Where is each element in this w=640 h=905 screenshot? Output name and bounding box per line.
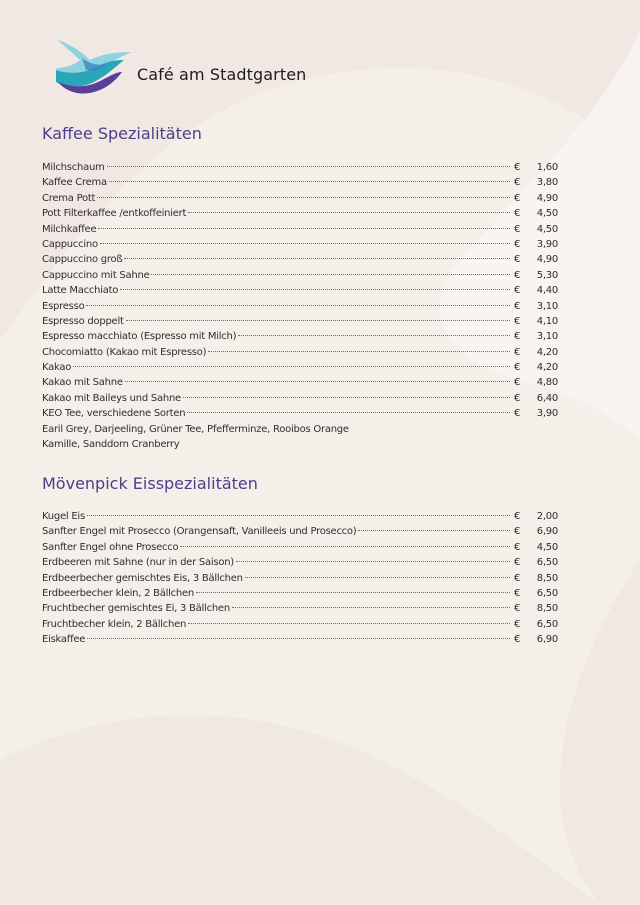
- menu-item-name: Sanfter Engel mit Prosecco (Orangensaft, Vanilleeis und Prosecco): [42, 526, 357, 538]
- menu-item-name: Kakao: [42, 362, 72, 374]
- brand-name: Café am Stadtgarten: [137, 64, 307, 84]
- menu-item-price: 1,60: [536, 162, 558, 173]
- dot-leader: [124, 258, 510, 259]
- bird-logo-icon: [52, 38, 134, 94]
- menu-item: [42, 345, 558, 360]
- menu-item: [42, 283, 558, 298]
- menu-item-price: 4,50: [536, 208, 558, 220]
- dot-leader: [87, 515, 510, 516]
- menu-item-name: Chocomiatto (Kakao mit Espresso): [42, 346, 207, 358]
- menu-item-price: 3,90: [536, 408, 558, 420]
- menu-item-price: 3,10: [536, 300, 558, 312]
- menu-item: [42, 206, 558, 221]
- menu-item-name: Fruchtbecher klein, 2 Bällchen: [42, 618, 187, 630]
- menu-item-currency: €: [513, 408, 521, 420]
- menu-note: Earil Grey, Darjeeling, Grüner Tee, Pfefferminze, Rooibos Orange: [42, 423, 349, 435]
- menu-item: [42, 299, 558, 314]
- menu-item-currency: €: [513, 208, 521, 220]
- menu-item-price: 8,50: [536, 572, 558, 584]
- menu-item: [42, 406, 558, 421]
- dot-leader: [208, 351, 510, 352]
- menu-item-name: Erdbeerbecher klein, 2 Bällchen: [42, 587, 195, 599]
- menu-item: [42, 360, 558, 375]
- menu-item-currency: €: [513, 392, 521, 404]
- menu-item-currency: €: [513, 541, 521, 553]
- dot-leader: [98, 228, 510, 229]
- dot-leader: [126, 320, 510, 321]
- menu-note: Kamille, Sanddorn Cranberry: [42, 439, 180, 451]
- menu-item-name: Espresso: [42, 300, 85, 312]
- menu-item-currency: €: [513, 331, 521, 343]
- dot-leader: [86, 305, 510, 306]
- menu-item: [42, 252, 558, 267]
- menu-item: [42, 329, 558, 344]
- menu-item-price: 4,50: [536, 223, 558, 235]
- menu-item-currency: €: [513, 511, 521, 522]
- menu-item-price: 3,80: [536, 177, 558, 189]
- dot-leader: [245, 577, 510, 578]
- menu-item-currency: €: [513, 572, 521, 584]
- menu-item-price: 4,90: [536, 254, 558, 266]
- dot-leader: [183, 397, 510, 398]
- menu-item-price: 6,50: [536, 557, 558, 569]
- menu-item: [42, 160, 558, 175]
- menu-item: [42, 268, 558, 283]
- dot-leader: [232, 607, 510, 608]
- menu-item-currency: €: [513, 362, 521, 374]
- menu-item: [42, 555, 558, 570]
- menu-item-name: Latte Macchiato: [42, 285, 119, 297]
- dot-leader: [125, 381, 510, 382]
- menu-item: [42, 314, 558, 329]
- menu-item-price: 3,90: [536, 238, 558, 250]
- menu-item-price: 4,50: [536, 541, 558, 553]
- menu-item-price: 4,80: [536, 377, 558, 389]
- menu-item: [42, 191, 558, 206]
- menu-item: [42, 571, 558, 586]
- dot-leader: [196, 592, 510, 593]
- menu-item-price: 6,90: [536, 526, 558, 538]
- dot-leader: [180, 546, 510, 547]
- menu-item-name: Crema Pott: [42, 192, 96, 204]
- menu-item-currency: €: [513, 285, 521, 297]
- dot-leader: [87, 638, 510, 639]
- menu-item-price: 2,00: [536, 511, 558, 522]
- menu-item-currency: €: [513, 377, 521, 389]
- dot-leader: [100, 243, 510, 244]
- menu-item-name: Kaffee Crema: [42, 177, 107, 189]
- menu-list-icecream: [42, 509, 558, 648]
- menu-item-currency: €: [513, 238, 521, 250]
- menu-item-currency: €: [513, 269, 521, 281]
- menu-item-name: Cappuccino groß: [42, 254, 123, 266]
- menu-item: [42, 391, 558, 406]
- menu-item-price: 4,20: [536, 362, 558, 374]
- menu-item-price: 3,10: [536, 331, 558, 343]
- menu-item-price: 4,20: [536, 346, 558, 358]
- menu-item-name: Eiskaffee: [42, 634, 86, 646]
- menu-item-name: Kugel Eis: [42, 511, 85, 522]
- section-title-coffee: Kaffee Spezialitäten: [42, 124, 202, 143]
- menu-item-name: Sanfter Engel ohne Prosecco: [42, 541, 179, 553]
- menu-item-currency: €: [513, 254, 521, 266]
- menu-item-name: Fruchtbecher gemischtes Ei, 3 Bällchen: [42, 603, 230, 615]
- menu-item: [42, 617, 558, 632]
- dot-leader: [151, 274, 510, 275]
- menu-item-name: Milchkaffee: [42, 223, 97, 235]
- menu-item-name: Kakao mit Sahne: [42, 377, 123, 389]
- menu-item-currency: €: [513, 618, 521, 630]
- dot-leader: [188, 623, 510, 624]
- dot-leader: [238, 335, 510, 336]
- menu-item-currency: €: [513, 192, 521, 204]
- menu-item-price: 4,90: [536, 192, 558, 204]
- menu-item-currency: €: [513, 346, 521, 358]
- menu-item-price: 6,50: [536, 618, 558, 630]
- menu-item-currency: €: [513, 223, 521, 235]
- menu-item-name: Espresso macchiato (Espresso mit Milch): [42, 331, 237, 343]
- menu-item-price: 4,40: [536, 285, 558, 297]
- header: [52, 38, 306, 94]
- menu-item: [42, 375, 558, 390]
- menu-item-name: Cappuccino mit Sahne: [42, 269, 150, 281]
- menu-item-price: 4,10: [536, 315, 558, 327]
- menu-item-name: Cappuccino: [42, 238, 98, 250]
- menu-item-name: Erdbeeren mit Sahne (nur in der Saison): [42, 557, 234, 569]
- dot-leader: [97, 197, 510, 198]
- menu-item: [42, 632, 558, 647]
- menu-item: [42, 237, 558, 252]
- dot-leader: [109, 181, 510, 182]
- menu-item-currency: €: [513, 634, 521, 646]
- dot-leader: [187, 412, 510, 413]
- menu-item-currency: €: [513, 162, 521, 173]
- menu-item: [42, 524, 558, 539]
- menu-item-price: 6,50: [536, 587, 558, 599]
- menu-item-price: 8,50: [536, 603, 558, 615]
- menu-item-currency: €: [513, 177, 521, 189]
- dot-leader: [107, 166, 510, 167]
- menu-list-coffee: [42, 160, 558, 452]
- dot-leader: [236, 561, 510, 562]
- menu-item-currency: €: [513, 557, 521, 569]
- menu-item: [42, 222, 558, 237]
- menu-item: [42, 540, 558, 555]
- menu-item: [42, 601, 558, 616]
- menu-item-price: 6,90: [536, 634, 558, 646]
- menu-item-name: Milchschaum: [42, 162, 105, 173]
- dot-leader: [358, 530, 510, 531]
- menu-item-price: 5,30: [536, 269, 558, 281]
- menu-item-name: Pott Filterkaffee /entkoffeiniert: [42, 208, 187, 220]
- menu-item: [42, 586, 558, 601]
- menu-item-currency: €: [513, 587, 521, 599]
- dot-leader: [188, 212, 510, 213]
- menu-item: [42, 509, 558, 524]
- dot-leader: [120, 289, 510, 290]
- menu-item-name: Espresso doppelt: [42, 315, 124, 327]
- section-title-icecream: Mövenpick Eisspezialitäten: [42, 474, 258, 493]
- menu-item-currency: €: [513, 300, 521, 312]
- dot-leader: [73, 366, 510, 367]
- menu-item-price: 6,40: [536, 392, 558, 404]
- menu-item-name: KEO Tee, verschiedene Sorten: [42, 408, 186, 420]
- menu-item: [42, 175, 558, 190]
- menu-item-currency: €: [513, 526, 521, 538]
- menu-item-name: Erdbeerbecher gemischtes Eis, 3 Bällchen: [42, 572, 243, 584]
- menu-item-name: Kakao mit Baileys und Sahne: [42, 392, 181, 404]
- menu-item-currency: €: [513, 603, 521, 615]
- menu-item-currency: €: [513, 315, 521, 327]
